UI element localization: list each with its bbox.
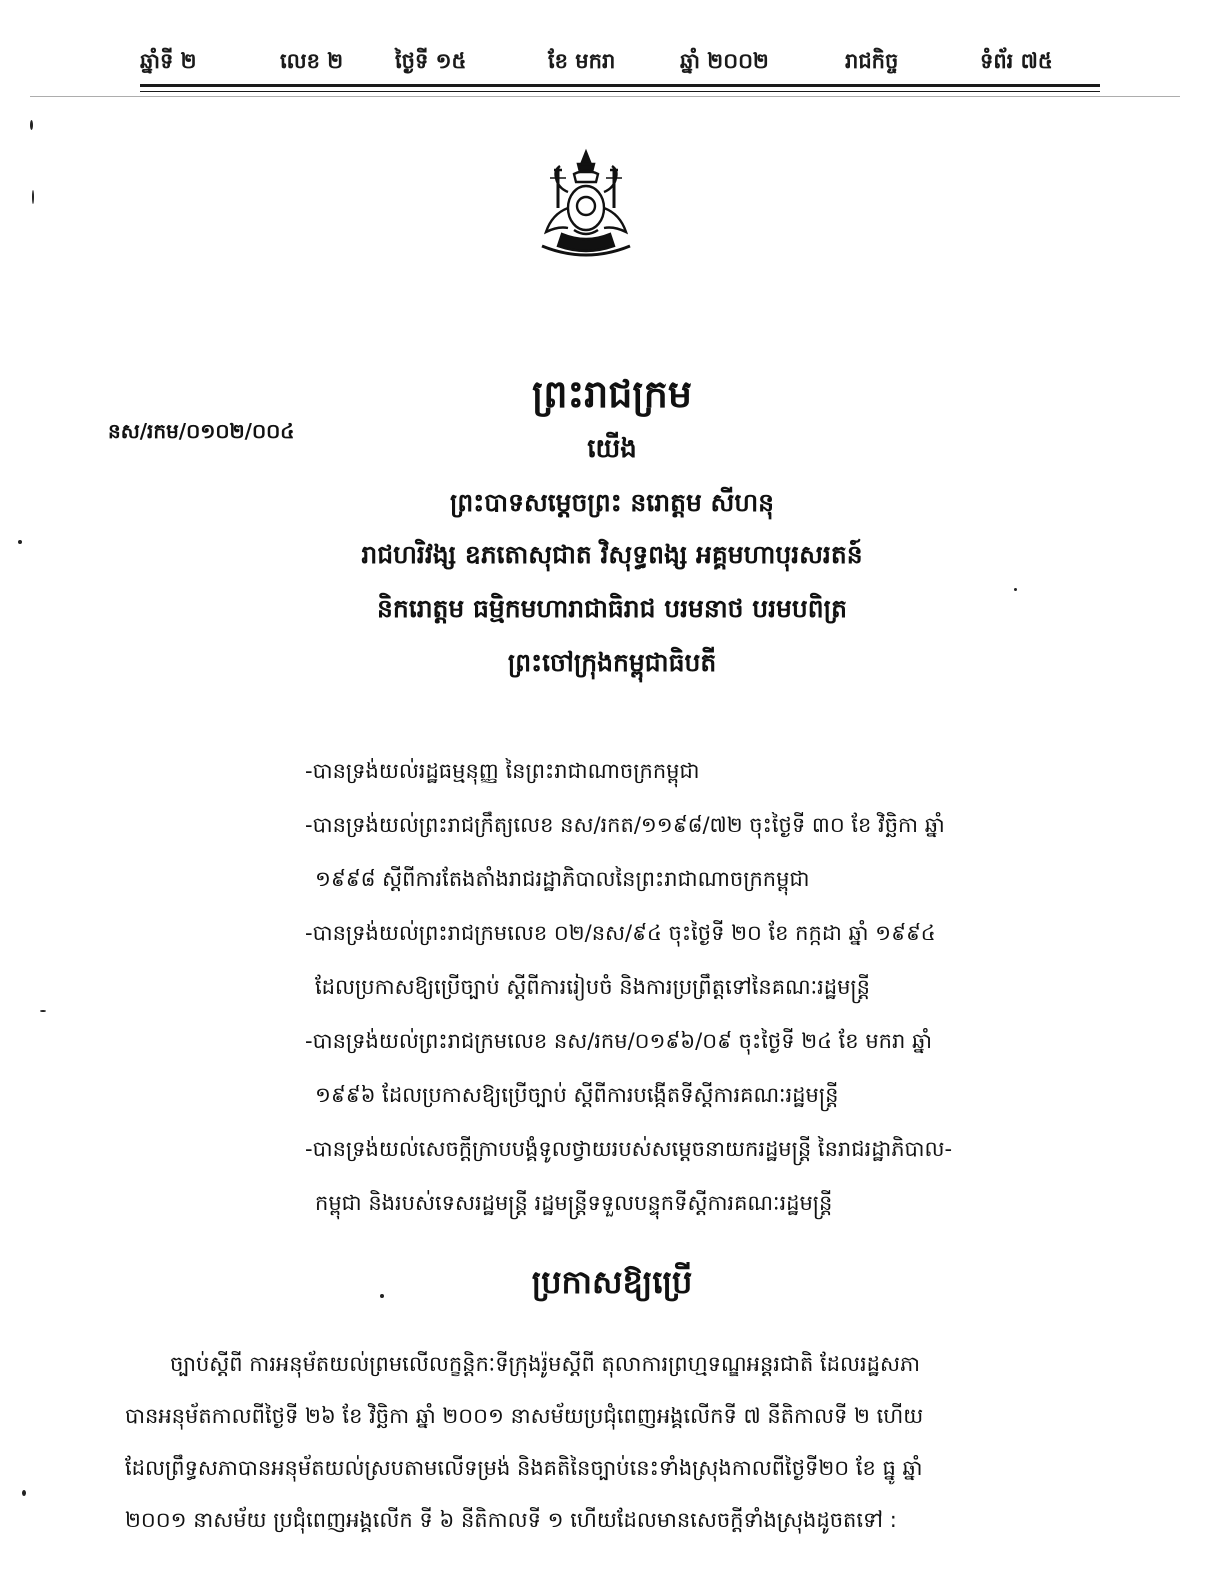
consideration-clause (305, 744, 1025, 798)
clause-line: កម្ពុជា និងរបស់ទេសរដ្ឋមន្ត្រី រដ្ឋមន្ត្រីទទួលបន្ទុកទីស្តីការគណៈរដ្ឋមន្ត្រី (315, 1191, 833, 1215)
scan-speck (22, 1490, 26, 1496)
scan-speck (30, 120, 33, 130)
scan-speck (40, 1010, 46, 1012)
scan-speck (32, 190, 34, 204)
decree-reference-number: នស/រកម/០១០២/០០៤ (108, 419, 295, 443)
decree-we: យើង (587, 434, 637, 464)
consideration-clause (305, 1014, 1025, 1122)
clause-line: -បានទ្រង់យល់ព្រះរាជក្រឹត្យលេខ នស/រកត/១១៩៨/៧២ ចុះថ្ងៃទី ៣០ ខែ វិច្ឆិកា ឆ្នាំ (305, 813, 945, 837)
clause-line: ១៩៩៦ ដែលប្រកាសឱ្យប្រើច្បាប់ ស្តីពីការបង្កើតទីស្តីការគណៈរដ្ឋមន្ត្រី (315, 1083, 839, 1107)
king-title-line: ព្រះចៅក្រុងកម្ពុជាធិបតី (507, 648, 717, 677)
clause-line: -បានទ្រង់យល់ព្រះរាជក្រមលេខ នស/រកម/០១៩៦/០៩ ចុះថ្ងៃទី ២៤ ខែ មករា ឆ្នាំ (305, 1029, 932, 1053)
clause-line: -បានទ្រង់យល់រដ្ឋធម្មនុញ្ញ នៃព្រះរាជាណាចក្រកម្ពុជា (305, 759, 700, 783)
consideration-clause (305, 798, 1025, 906)
body-line: បានអនុម័តកាលពីថ្ងៃទី ២៦ ខែ វិច្ឆិកា ឆ្នាំ ២០០១ នាសម័យប្រជុំពេញអង្គលើកទី ៧ នីតិកាលទី ២ ហើយ (125, 1404, 924, 1428)
gazette-header (140, 48, 1100, 84)
header-day: ថ្ងៃទី ១៥ (395, 49, 467, 73)
consideration-clause (305, 1122, 1025, 1230)
consideration-clause (305, 906, 1025, 1014)
scan-speck (18, 540, 22, 544)
header-gazette: រាជកិច្ច (845, 49, 899, 73)
clause-line: ១៩៩៨ ស្តីពីការតែងតាំងរាជរដ្ឋាភិបាលនៃព្រះរាជាណាចក្រកម្ពុជា (315, 867, 810, 891)
header-number: លេខ ២ (280, 49, 344, 73)
royal-emblem-icon (528, 148, 644, 264)
header-rule-faint (30, 96, 1180, 97)
body-line: ២០០១ នាសម័យ ប្រជុំពេញអង្គលើក ទី ៦ នីតិកាលទី ១ ហើយដែលមានសេចក្តីទាំងស្រុងដូចតទៅ : (125, 1508, 897, 1532)
clause-line: -បានទ្រង់យល់សេចក្តីក្រាបបង្គំទូលថ្វាយរបស់សម្តេចនាយករដ្ឋមន្ត្រី នៃរាជរដ្ឋាភិបាល- (305, 1137, 953, 1161)
proclamation-heading: ប្រកាសឱ្យប្រើ (531, 1263, 693, 1301)
proclamation-body (125, 1338, 1015, 1546)
scan-speck (1014, 588, 1017, 591)
clause-line: -បានទ្រង់យល់ព្រះរាជក្រមលេខ ០២/នស/៩៤ ចុះថ្ងៃទី ២០ ខែ កក្កដា ឆ្នាំ ១៩៩៤ (305, 921, 936, 945)
header-page: ទំព័រ ៧៥ (980, 49, 1053, 73)
king-title-line: រាជហរិវង្ស ឧភតោសុជាត វិសុទ្ធពង្ស អគ្គមហាបុរសរតន៍ (361, 540, 863, 569)
header-rule (140, 84, 1100, 87)
header-rule-thin (140, 91, 1100, 92)
clause-line: ដែលប្រកាសឱ្យប្រើច្បាប់ ស្តីពីការរៀបចំ និងការប្រព្រឹត្តទៅនៃគណៈរដ្ឋមន្ត្រី (315, 975, 871, 999)
body-line: ច្បាប់ស្តីពី ការអនុម័តយល់ព្រមលើលក្ខន្តិកៈទីក្រុងរ៉ូមស្តីពី តុលាការព្រហ្មទណ្ឌអន្តរជាតិ ដែលរដ្ឋសភា (170, 1352, 920, 1376)
king-title-line: ព្រះបាទសម្តេចព្រះ នរោត្តម សីហនុ (449, 488, 775, 517)
header-month: ខែ មករា (548, 49, 616, 73)
decree-title: ព្រះរាជក្រម (532, 372, 692, 416)
header-year: ឆ្នាំទី ២ (140, 49, 197, 73)
scan-speck (380, 1294, 384, 1298)
considerations-list (305, 744, 1025, 1230)
body-line: ដែលព្រឹទ្ធសភាបានអនុម័តយល់ស្របតាមលើទម្រង់ និងគតិនៃច្បាប់នេះទាំងស្រុងកាលពីថ្ងៃទី២០ ខែ ធ្នូ ឆ្នាំ (125, 1456, 923, 1480)
header-year-date: ឆ្នាំ ២០០២ (680, 49, 769, 73)
king-title-line: និករោត្តម ធម្មិកមហារាជាធិរាជ បរមនាថ បរមបពិត្រ (377, 594, 847, 623)
